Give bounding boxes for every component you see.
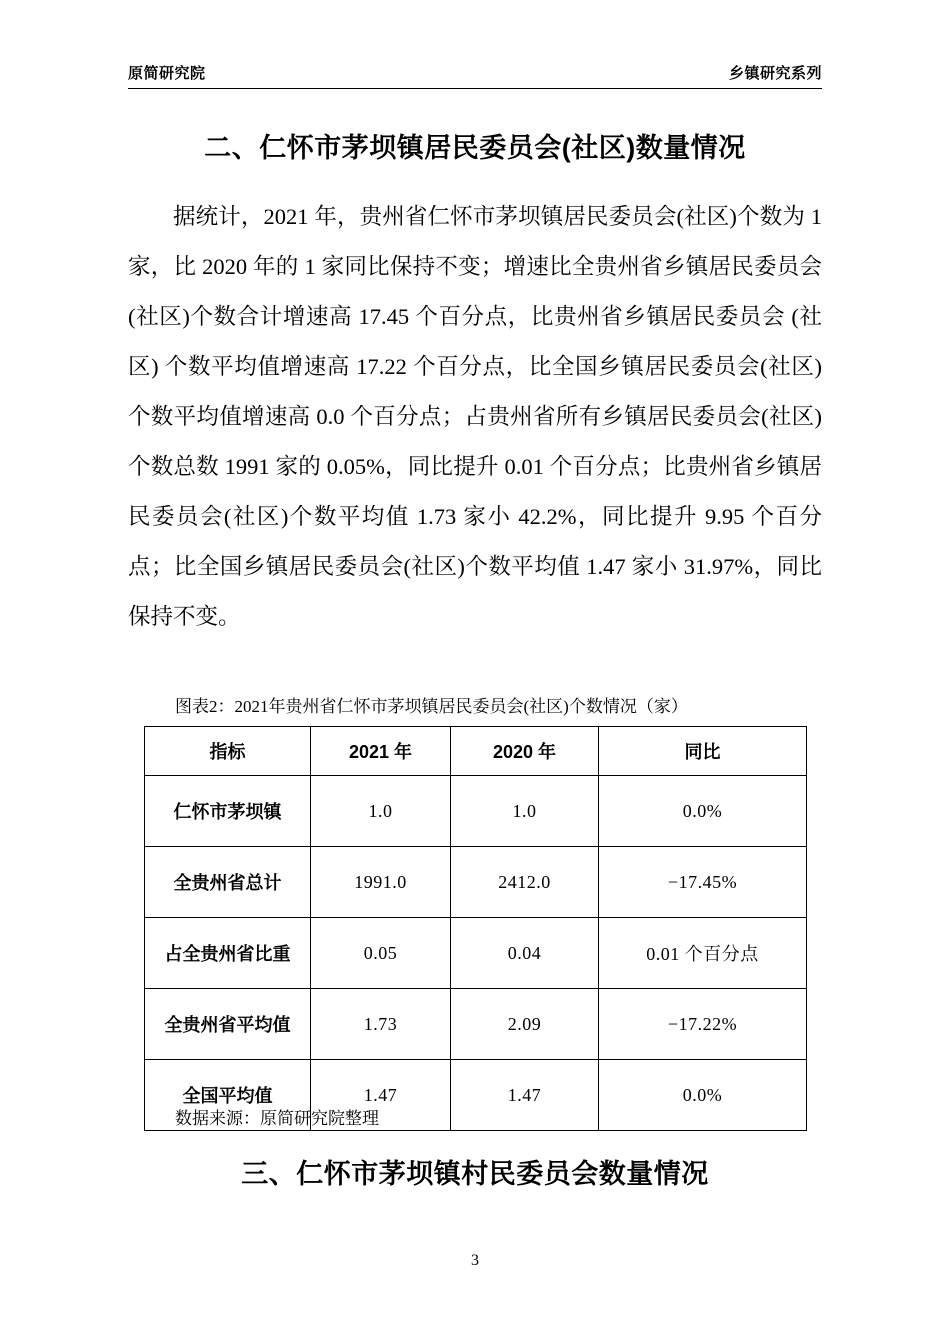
table-row: [145, 918, 807, 989]
cell-2021: 0.05: [311, 918, 451, 989]
cell-2020: 0.04: [451, 918, 599, 989]
cell-2021: 1.73: [311, 989, 451, 1060]
page-number: 3: [471, 1252, 479, 1269]
table-source: 数据来源：原简研究院整理: [175, 1109, 379, 1128]
column-header-indicator: 指标: [145, 727, 311, 776]
page-header: [128, 62, 822, 83]
cell-2020: 2.09: [451, 989, 599, 1060]
table-row: [145, 847, 807, 918]
row-label: 全贵州省总计: [145, 847, 311, 918]
header-left-text: 原简研究院: [128, 65, 206, 82]
table-row: [145, 989, 807, 1060]
cell-2020: 2412.0: [451, 847, 599, 918]
table-row: [145, 776, 807, 847]
cell-2021: 1.47: [311, 1060, 451, 1131]
row-label: 全国平均值: [145, 1060, 311, 1131]
cell-yoy: −17.45%: [599, 847, 807, 918]
cell-2021: 1.0: [311, 776, 451, 847]
cell-yoy: 0.0%: [599, 1060, 807, 1131]
cell-yoy: −17.22%: [599, 989, 807, 1060]
cell-2020: 1.0: [451, 776, 599, 847]
cell-2020: 1.47: [451, 1060, 599, 1131]
table-header-row: [145, 727, 807, 776]
section-heading-two: 二、仁怀市茅坝镇居民委员会(社区)数量情况: [204, 133, 746, 163]
header-right-text: 乡镇研究系列: [728, 65, 822, 82]
section-heading-three: 三、仁怀市茅坝镇村民委员会数量情况: [241, 1159, 709, 1189]
column-header-2021: 2021 年: [311, 727, 451, 776]
column-header-yoy: 同比: [599, 727, 807, 776]
row-label: 占全贵州省比重: [145, 918, 311, 989]
body-paragraph: 据统计，2021 年，贵州省仁怀市茅坝镇居民委员会(社区)个数为 1 家，比 2020 年的 1 家同比保持不变；增速比全贵州省乡镇居民委员会(社区)个数合计增速高 17.45 个百分点，比贵州省乡镇居民委员会 (社区) 个数平均值增速高 17.22 个百分点，比全国乡镇居民委员会(社区)个数平均值增速高 0.0 个百分点；占贵州省所有乡镇居民委员会(社区)个数总数 1991 家的 0.05%，同比提升 0.01 个百分点；比贵州省乡镇居民委员会(社区)个数平均值 1.73 家小 42.2%，同比提升 9.95 个百分点；比全国乡镇居民委员会(社区)个数平均值 1.47 家小 31.97%，同比保持不变。: [128, 204, 822, 629]
table-caption: 图表2：2021年贵州省仁怀市茅坝镇居民委员会(社区)个数情况（家）: [175, 697, 688, 716]
header-divider: [128, 88, 822, 89]
data-table: [144, 726, 807, 1131]
row-label: 全贵州省平均值: [145, 989, 311, 1060]
column-header-2020: 2020 年: [451, 727, 599, 776]
cell-yoy: 0.0%: [599, 776, 807, 847]
row-label: 仁怀市茅坝镇: [145, 776, 311, 847]
cell-yoy: 0.01 个百分点: [599, 918, 807, 989]
cell-2021: 1991.0: [311, 847, 451, 918]
